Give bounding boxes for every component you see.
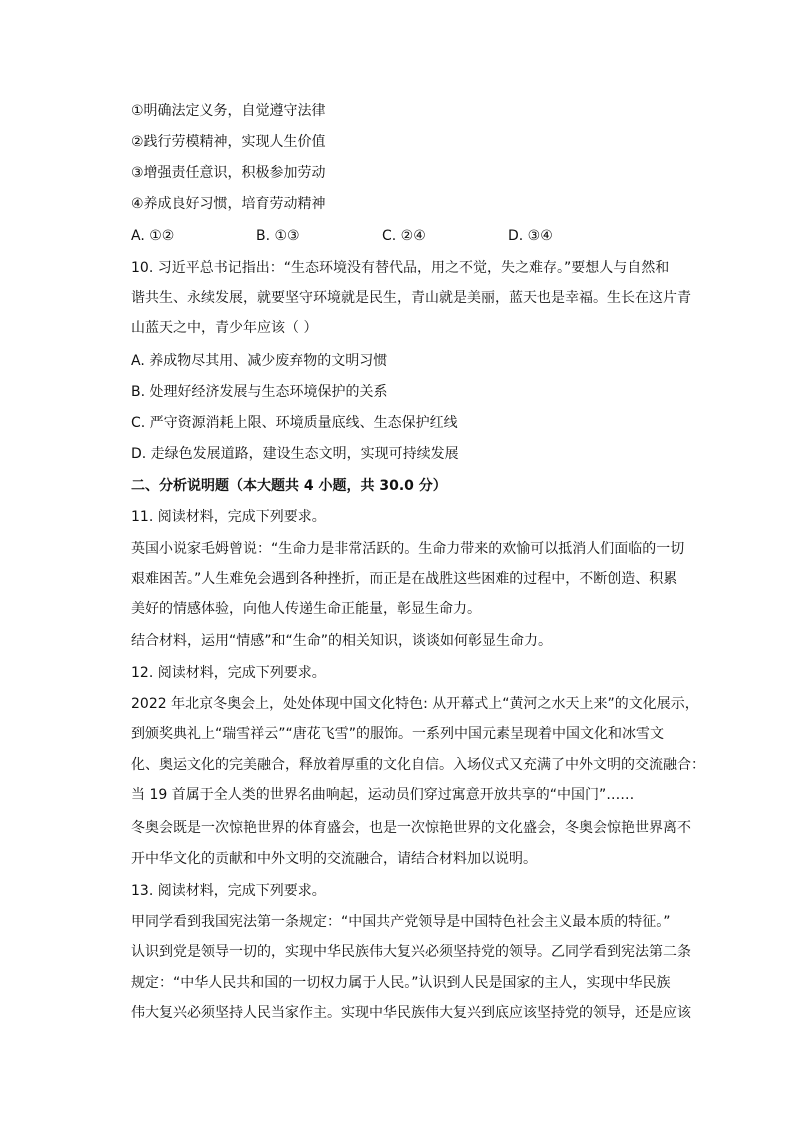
q9-option-d: D. ③④: [508, 228, 553, 244]
q12-material-line-1: 2022 年北京冬奥会上，处处体现中国文化特色: 从开幕式上“黄河之水天上来”的文化展示，: [131, 696, 699, 712]
q13-material-line-3: 规定：“中华人民共和国的一切权力属于人民。”认识到人民是国家的主人，实现中华民族: [131, 975, 671, 991]
q13-material-line-1: 甲同学看到我国宪法第一条规定：“中国共产党领导是中国特色社会主义最本质的特征。”: [131, 914, 671, 930]
q13-material-line-4: 伟大复兴必须坚持人民当家作主。实现中华民族伟大复兴到底应该坚持党的领导，还是应该: [131, 1005, 691, 1021]
q11-question: 结合材料，运用“情感”和“生命”的相关知识，谈谈如何彰显生命力。: [131, 633, 553, 649]
q9-statement-3: ③增强责任意识，积极参加劳动: [131, 165, 326, 181]
q11-material-line-3: 美好的情感体验，向他人传递生命正能量，彰显生命力。: [131, 601, 481, 617]
q9-statement-1: ①明确法定义务，自觉遵守法律: [131, 103, 326, 119]
section-2-title: 二、分析说明题（本大题共 4 小题，共 30.0 分）: [131, 478, 447, 494]
q12-question-line-2: 开中华文化的贡献和中外文明的交流融合，请结合材料加以说明。: [131, 851, 537, 867]
q9-option-b: B. ①③: [256, 228, 300, 244]
q12-heading: 12. 阅读材料，完成下列要求。: [131, 665, 326, 681]
q10-option-d: D. 走绿色发展道路，建设生态文明，实现可持续发展: [131, 446, 459, 462]
q12-material-line-4: 当 19 首属于全人类的世界名曲响起，运动员们穿过寓意开放共享的“中国门”……: [131, 787, 635, 803]
q10-stem-line-2: 谐共生、永续发展，就要坚守环境就是民生，青山就是美丽，蓝天也是幸福。生长在这片青: [131, 290, 691, 306]
q10-option-a: A. 养成物尽其用、减少废弃物的文明习惯: [131, 353, 388, 369]
q11-material-line-1: 英国小说家毛姆曾说：“生命力是非常活跃的。生命力带来的欢愉可以抵消人们面临的一切: [131, 541, 685, 557]
q12-material-line-3: 化、奥运文化的完美融合，释放着厚重的文化自信。入场仪式又充满了中外文明的交流融合：: [131, 757, 705, 773]
q9-statement-4: ④养成良好习惯，培育劳动精神: [131, 196, 326, 212]
q13-heading: 13. 阅读材料，完成下列要求。: [131, 883, 326, 899]
q9-option-a: A. ①②: [131, 228, 175, 244]
q10-stem-line-3: 山蓝天之中，青少年应该（ ）: [131, 320, 318, 336]
q10-stem-line-1: 10. 习近平总书记指出：“生态环境没有替代品，用之不觉，失之难存。”要想人与自然和: [131, 260, 670, 276]
q11-material-line-2: 艰难困苦。”人生难免会遇到各种挫折，而正是在战胜这些困难的过程中，不断创造、积累: [131, 571, 678, 587]
q9-statement-2: ②践行劳模精神，实现人生价值: [131, 134, 326, 150]
q12-material-line-2: 到颁奖典礼上“瑞雪祥云”“唐花飞雪”的服饰。一系列中国元素呈现着中国文化和冰雪文: [131, 726, 665, 742]
q9-option-c: C. ②④: [382, 228, 426, 244]
q10-option-b: B. 处理好经济发展与生态环境保护的关系: [131, 384, 388, 400]
q12-question-line-1: 冬奥会既是一次惊艳世界的体育盛会，也是一次惊艳世界的文化盛会，冬奥会惊艳世界离不: [131, 820, 691, 836]
q13-material-line-2: 认识到党是领导一切的，实现中华民族伟大复兴必须坚持党的领导。乙同学看到宪法第二条: [131, 944, 691, 960]
q10-option-c: C. 严守资源消耗上限、环境质量底线、生态保护红线: [131, 415, 458, 431]
q11-heading: 11. 阅读材料，完成下列要求。: [131, 509, 326, 525]
